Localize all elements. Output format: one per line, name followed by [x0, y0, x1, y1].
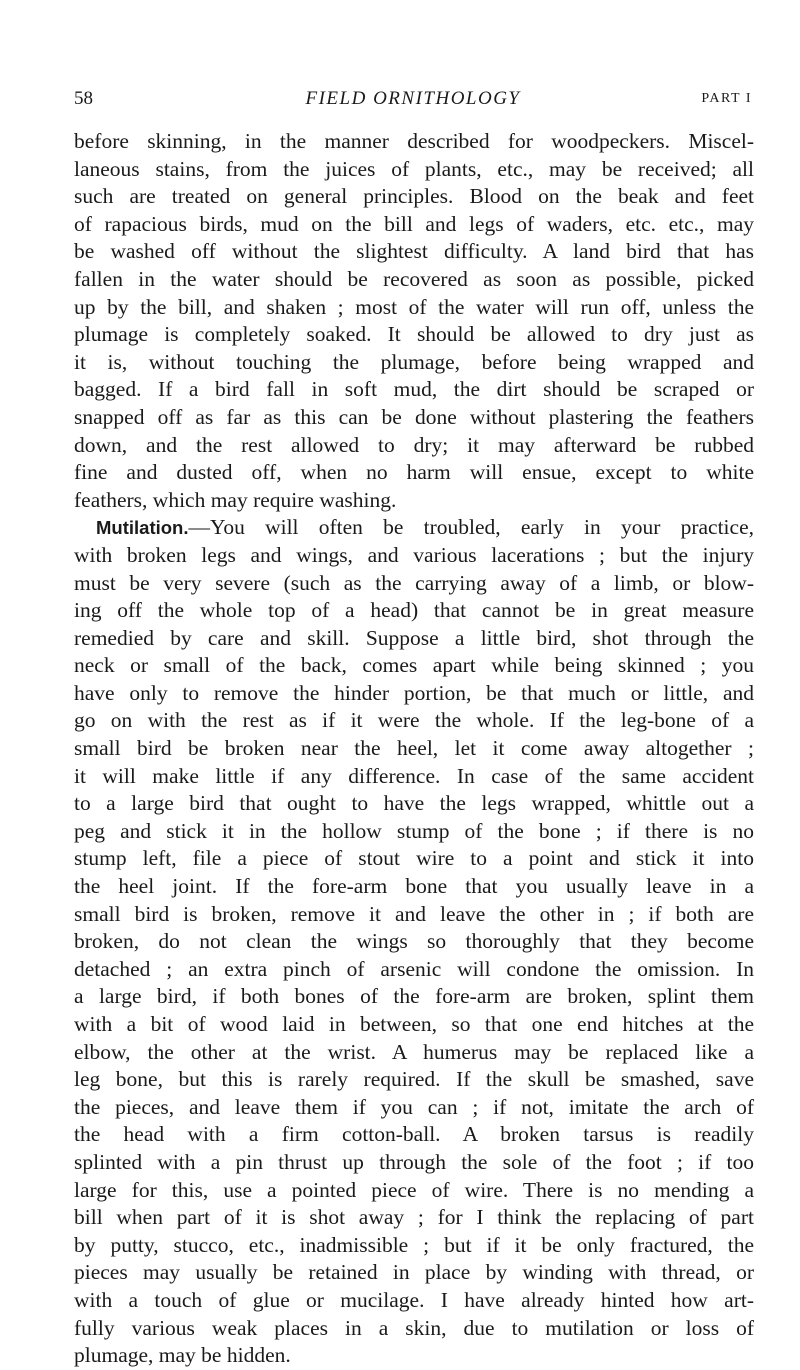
text-line: snapped off as far as this can be done without plastering the feathers	[74, 404, 754, 429]
text-line: be washed off without the slightest difficulty. A land bird that has	[74, 239, 754, 264]
text-line: down, and the rest allowed to dry; it may afterward be rubbed	[74, 432, 754, 457]
text-line: up by the bill, and shaken ; most of the water will run off, unless the	[74, 294, 754, 319]
section-heading: Mutilation.	[96, 517, 189, 539]
text-line: splinted with a pin thrust up through the sole of the foot ; if too	[74, 1149, 754, 1174]
body-text	[74, 128, 754, 1370]
paragraph-mutilation	[74, 514, 754, 1369]
text-line: fully various weak places in a skin, due to mutilation or loss of	[74, 1315, 754, 1340]
text-line: plumage is completely soaked. It should be allowed to dry just as	[74, 322, 754, 347]
part-label: PART I	[701, 91, 752, 106]
running-head	[74, 86, 752, 112]
text-line: detached ; an extra pinch of arsenic will condone the omission. In	[74, 956, 754, 981]
text-line: bill when part of it is shot away ; for I think the replacing of part	[74, 1205, 754, 1230]
text-line: neck or small of the back, comes apart while being skinned ; you	[74, 653, 754, 678]
text-line: before skinning, in the manner described for woodpeckers. Miscel-	[74, 129, 754, 153]
text-line: it will make little if any difference. In case of the same accident	[74, 763, 754, 788]
text-line: large for this, use a pointed piece of wire. There is no mending a	[74, 1177, 754, 1202]
text-line: have only to remove the hinder portion, be that much or little, and	[74, 680, 754, 705]
text-line: with broken legs and wings, and various lacerations ; but the injury	[74, 542, 754, 567]
text-line: peg and stick it in the hollow stump of the bone ; if there is no	[74, 818, 754, 843]
text-line: bagged. If a bird fall in soft mud, the dirt should be scraped or	[74, 377, 754, 402]
text-line: with a bit of wood laid in between, so that one end hitches at the	[74, 1012, 754, 1036]
text-line: stump left, file a piece of stout wire to a point and stick it into	[74, 846, 754, 871]
text-line: leg bone, but this is rarely required. If the skull be smashed, save	[74, 1067, 754, 1092]
text-line: must be very severe (such as the carrying away of a limb, or blow-	[74, 570, 754, 595]
text-line: small bird be broken near the heel, let it come away altogether ;	[74, 736, 754, 761]
text-line: such are treated on general principles. Blood on the beak and feet	[74, 184, 754, 209]
text-line: remedied by care and skill. Suppose a little bird, shot through the	[74, 625, 754, 650]
text-line: elbow, the other at the wrist. A humerus may be replaced like a	[74, 1039, 754, 1064]
text-line: a large bird, if both bones of the fore-arm are broken, splint them	[74, 984, 754, 1009]
text-line: pieces may usually be retained in place by winding with thread, or	[74, 1260, 754, 1285]
text-line: plumage, may be hidden.	[74, 1343, 291, 1368]
text-line: fine and dusted off, when no harm will ensue, except to white	[74, 460, 754, 485]
running-title: FIELD ORNITHOLOGY	[305, 88, 521, 109]
paragraph-continued	[74, 128, 754, 514]
text-line: fallen in the water should be recovered as soon as possible, picked	[74, 266, 754, 291]
text-line: broken, do not clean the wings so thoroughly that they become	[74, 929, 754, 954]
page-number: 58	[74, 88, 93, 109]
text-line: laneous stains, from the juices of plants, etc., may be received; all	[74, 156, 754, 181]
text-line: ing off the whole top of a head) that cannot be in great measure	[74, 598, 754, 623]
text-line: by putty, stucco, etc., inadmissible ; but if it be only fractured, the	[74, 1232, 754, 1257]
text-line: with a touch of glue or mucilage. I have already hinted how art-	[74, 1287, 754, 1312]
text-line: the head with a firm cotton-ball. A broken tarsus is readily	[74, 1122, 754, 1147]
text-line: feathers, which may require washing.	[74, 487, 397, 512]
text-line: it is, without touching the plumage, before being wrapped and	[74, 349, 754, 374]
text-line: to a large bird that ought to have the legs wrapped, whittle out a	[74, 791, 754, 816]
text-line: of rapacious birds, mud on the bill and legs of waders, etc. etc., may	[74, 211, 754, 236]
text-line: the heel joint. If the fore-arm bone that you usually leave in a	[74, 874, 754, 899]
text-line	[74, 514, 754, 542]
text-line: go on with the rest as if it were the whole. If the leg-bone of a	[74, 708, 754, 733]
text-line: small bird is broken, remove it and leave the other in ; if both are	[74, 901, 754, 926]
heading-line-text: —You will often be troubled, early in your practice,	[188, 515, 754, 540]
text-line: the pieces, and leave them if you can ; if not, imitate the arch of	[74, 1094, 754, 1119]
